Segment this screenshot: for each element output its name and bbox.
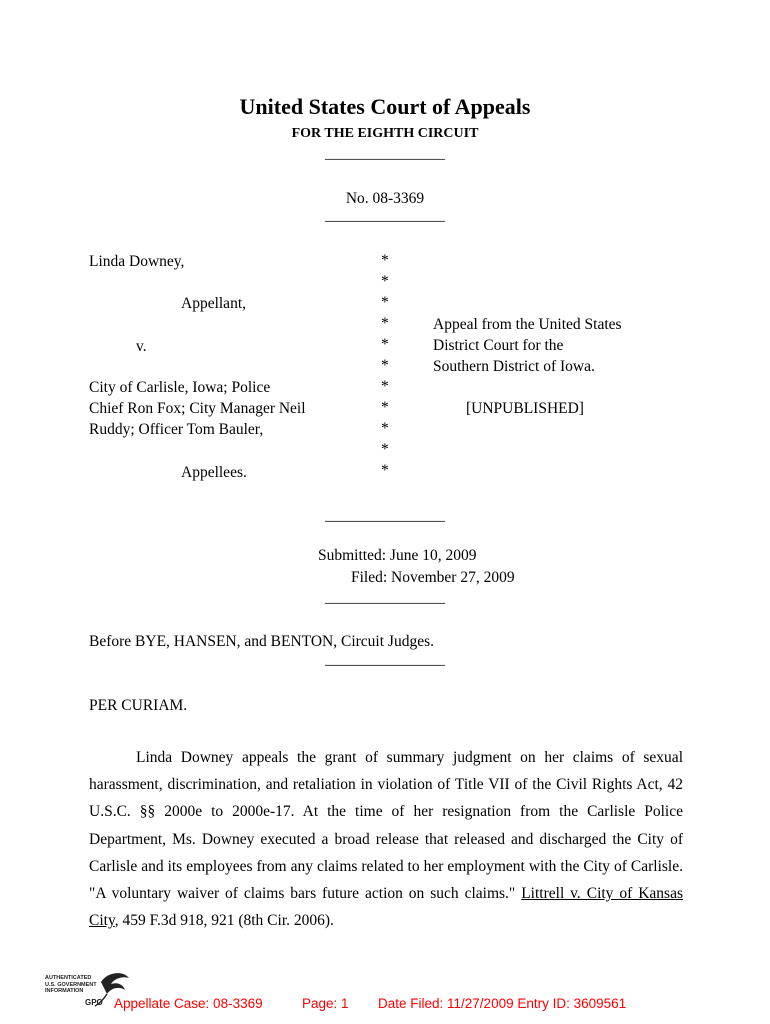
opinion-paragraph	[89, 744, 683, 934]
unpublished-label: [UNPUBLISHED]	[466, 400, 584, 417]
caption-star: *	[381, 273, 389, 290]
caption-star: *	[381, 315, 389, 332]
citation-rest: , 459 F.3d 918, 921 (8th Cir. 2006).	[114, 912, 334, 930]
per-curiam: PER CURIAM.	[89, 697, 188, 714]
appellees-line: Ruddy; Officer Tom Bauler,	[89, 421, 264, 438]
caption-star: *	[381, 441, 389, 458]
logo-text-line: INFORMATION	[45, 988, 84, 994]
appellees-role: Appellees.	[181, 464, 247, 481]
appeal-line: District Court for the	[433, 337, 564, 354]
appellees-line: Chief Ron Fox; City Manager Neil	[89, 400, 306, 417]
citation-case: Littrell v. City of Kansas City	[89, 885, 683, 930]
caption-star: *	[381, 357, 389, 374]
case-number: No. 08-3369	[345, 190, 425, 207]
submitted-date: Submitted: June 10, 2009	[318, 547, 477, 564]
logo-text-line: AUTHENTICATED	[45, 975, 92, 981]
caption-star: *	[381, 399, 389, 416]
court-title: United States Court of Appeals	[239, 94, 531, 119]
appellant-name: Linda Downey,	[89, 253, 185, 270]
filed-date: Filed: November 27, 2009	[351, 569, 515, 586]
caption-star: *	[381, 462, 389, 479]
divider-rule: ________________	[325, 652, 445, 668]
appellant-role: Appellant,	[181, 295, 246, 312]
caption-star: *	[381, 420, 389, 437]
logo-text-line: U.S. GOVERNMENT	[45, 981, 97, 988]
circuit-subtitle: FOR THE EIGHTH CIRCUIT	[291, 126, 479, 141]
appeal-line: Appeal from the United States	[433, 316, 622, 333]
divider-rule: ________________	[325, 590, 445, 606]
footer-page: Page: 1	[302, 996, 349, 1011]
panel-judges: Before BYE, HANSEN, and BENTON, Circuit Judges.	[89, 633, 434, 650]
appellees-line: City of Carlisle, Iowa; Police	[89, 379, 271, 396]
divider-rule: ________________	[325, 208, 445, 224]
divider-rule: ________________	[325, 508, 445, 524]
gpo-label: GPO	[85, 998, 103, 1007]
opinion-text: Linda Downey appeals the grant of summary judgment on her claims of sexual harassment, discrimination, and retaliation in violation of Title VII of the Civil Rights Act, 42 U.S.C. §§ 2000e to 2000e-17. At the time of her resignation from the Carlisle Police Department, Ms. Downey executed a broad release that released and discharged the City of Carlisle and its employees from any claims related to her employment with the City of Carlisle. "A voluntary waiver of claims bars future action on such claims."	[89, 749, 683, 903]
caption-star: *	[381, 336, 389, 353]
caption-star: *	[381, 294, 389, 311]
versus: v.	[136, 338, 147, 355]
footer-case: Appellate Case: 08-3369	[114, 996, 263, 1011]
caption-star: *	[381, 378, 389, 395]
divider-rule: ________________	[325, 146, 445, 162]
footer-date-entry: Date Filed: 11/27/2009 Entry ID: 3609561	[378, 996, 627, 1011]
appeal-line: Southern District of Iowa.	[433, 358, 595, 375]
caption-star: *	[381, 252, 389, 269]
